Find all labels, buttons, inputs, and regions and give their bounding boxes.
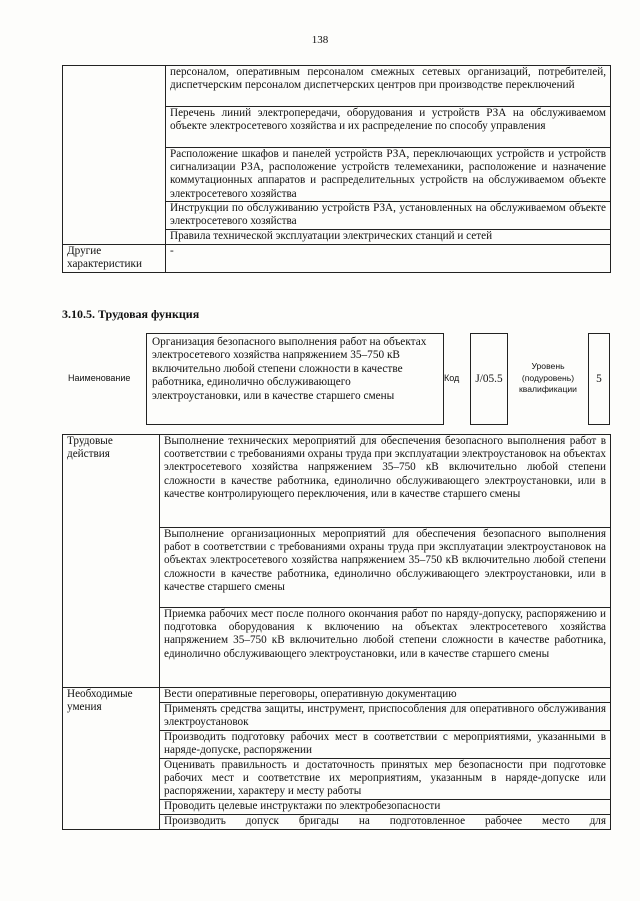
skill-item: Вести оперативные переговоры, оперативную документацию bbox=[160, 688, 611, 703]
name-label: Наименование bbox=[68, 373, 131, 383]
skill-item: Производить допуск бригады на подготовленное рабочее место для bbox=[160, 815, 611, 830]
table-row bbox=[63, 245, 611, 273]
function-code: J/05.5 bbox=[470, 333, 508, 425]
function-name: Организация безопасного выполнения работ на объектах электросетевого хозяйства напряжением 35–750 кВ включительно любой степени сложности в качестве работника, единолично обслуживающего электроустановки, или в качестве старшего смены bbox=[146, 333, 444, 425]
section-heading: 3.10.5. Трудовая функция bbox=[62, 307, 200, 321]
other-characteristics-label: Другие характеристики bbox=[63, 245, 166, 273]
knowledge-item: персоналом, оперативным персоналом смежных сетевых организаций, потребителей, диспетчерским персоналом диспетчерских центров при производстве переключений bbox=[166, 66, 611, 107]
skill-item: Применять средства защиты, инструмент, приспособления для оперативного обслуживания электроустановок bbox=[160, 703, 611, 731]
table-row bbox=[63, 688, 611, 703]
table-row bbox=[63, 66, 611, 107]
page-number: 138 bbox=[311, 34, 329, 46]
action-item: Выполнение технических мероприятий для обеспечения безопасного выполнения работ в соответствии с требованиями охраны труда при эксплуатации электроустановок на объектах электросетевого хозяйства напряжением 35–750 кВ включительно любой степени сложности в качестве работника, единолично обслуживающего электроустановки, или в качестве контролирующего переключения, или в качестве старшего смены bbox=[160, 435, 611, 528]
skill-item: Производить подготовку рабочих мест в соответствии с мероприятиями, указанными в наряде-допуске, распоряжении bbox=[160, 731, 611, 759]
function-header bbox=[62, 333, 610, 425]
knowledge-item: Правила технической эксплуатации электрических станций и сетей bbox=[166, 230, 611, 245]
skills-label: Необходимые умения bbox=[63, 688, 160, 830]
knowledge-item: Перечень линий электропередачи, оборудования и устройств РЗА на обслуживаемом объекте электросетевого хозяйства и их распределение по способу управления bbox=[166, 107, 611, 148]
knowledge-table-continued bbox=[62, 65, 611, 273]
skill-item: Проводить целевые инструктажи по электробезопасности bbox=[160, 800, 611, 815]
knowledge-item: Инструкции по обслуживанию устройств РЗА, установленных на обслуживаемом объекте электросетевого хозяйства bbox=[166, 202, 611, 230]
qualification-level: 5 bbox=[588, 333, 610, 425]
actions-label: Трудовые действия bbox=[63, 435, 160, 688]
skill-item: Оценивать правильность и достаточность принятых мер безопасности при подготовке рабочих мест и соответствие их мероприятиям, указанным в наряде-допуске или распоряжении, характеру и месту работы bbox=[160, 759, 611, 800]
action-item: Приемка рабочих мест после полного окончания работ по наряду-допуску, распоряжению и подготовка оборудования к включению на объектах электросетевого хозяйства напряжением 35–750 кВ включительно любой степени сложности в качестве работника, единолично обслуживающего электроустановки, или в качестве старшего смены bbox=[160, 608, 611, 688]
empty-label-cell bbox=[63, 66, 166, 245]
table-row bbox=[63, 435, 611, 528]
function-table bbox=[62, 434, 611, 830]
other-characteristics-value: - bbox=[166, 245, 611, 273]
action-item: Выполнение организационных мероприятий для обеспечения безопасного выполнения работ в соответствии с требованиями охраны труда при эксплуатации электроустановок на объектах электросетевого хозяйства напряжением 35–750 кВ включительно любой степени сложности в качестве работника, единолично обслуживающего электроустановки, или в качестве старшего смены bbox=[160, 528, 611, 608]
knowledge-item: Расположение шкафов и панелей устройств РЗА, переключающих устройств и устройств сигнализации РЗА, расположение устройств телемеханики, расположение и назначение коммутационных аппаратов и распределительных устройств на обслуживаемом объекте электросетевого хозяйства bbox=[166, 148, 611, 202]
code-label: Код bbox=[444, 373, 460, 383]
level-label: Уровень (подуровень) квалификации bbox=[519, 361, 577, 394]
